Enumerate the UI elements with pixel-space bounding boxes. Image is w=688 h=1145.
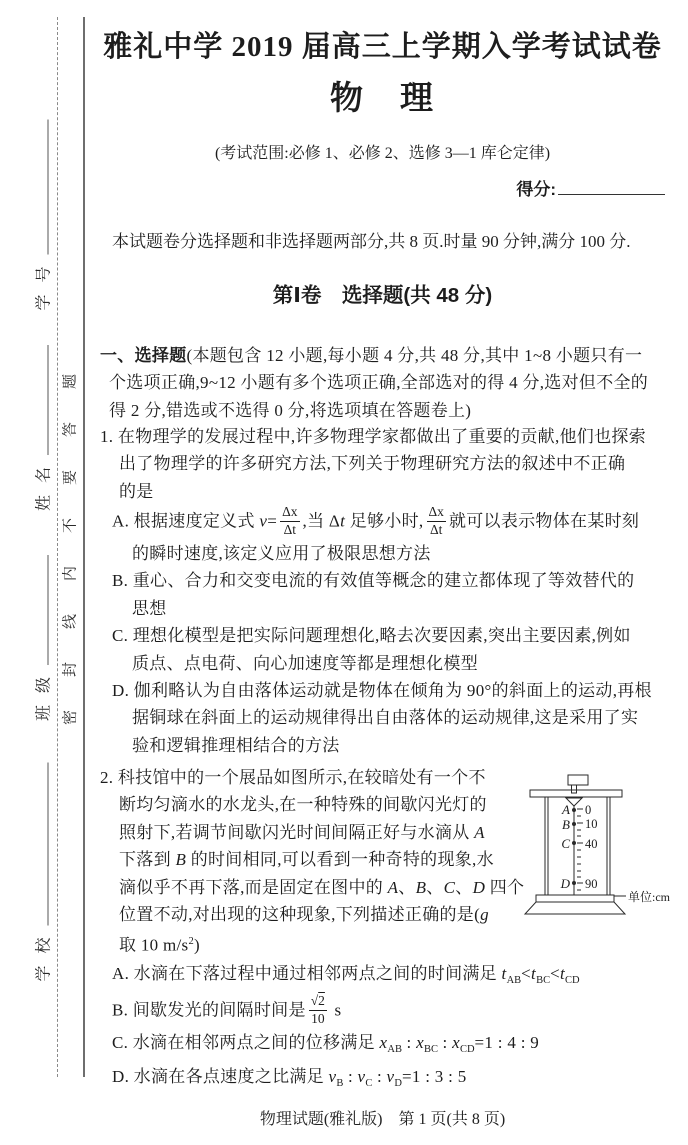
subject-title: 物 理	[330, 79, 435, 116]
student-id-blank	[45, 119, 49, 254]
section-note	[100, 342, 665, 424]
page-footer: 物理试题(雅礼版) 第 1 页(共 8 页)	[259, 1111, 506, 1128]
point-label-D: D	[560, 876, 570, 891]
drop-B	[572, 822, 576, 826]
text-line: C. 理想化模型是把实际问题理想化,略去次要因素,突出主要因素,例如	[112, 626, 631, 646]
ruler-value-90: 90	[585, 877, 598, 891]
text-line: 取 10 $m/s^2$)	[119, 936, 200, 956]
score-blank	[558, 191, 665, 195]
text-line: 据铜球在斜面上的运动规律得出自由落体的运动规律,这是采用了实	[132, 708, 639, 728]
base-plate	[536, 895, 614, 902]
text-line: 验和逻辑推理相结合的方法	[132, 735, 340, 755]
text-line: 位置不动,对出现的这种现象,下列描述正确的是(g	[119, 905, 489, 925]
seal-solid-line	[83, 17, 85, 1077]
ruler-value-0: 0	[585, 803, 592, 817]
text-line: A. 根据速度定义式 v= $\frac{\Delta x}{\Delta t}$ ,当 Δt 足够小时, $\frac{\Delta x}{\Delta t}$ 就可以表示物体在某时刻	[112, 504, 640, 538]
text-line: 的瞬时速度,该定义应用了极限思想方法	[132, 543, 431, 563]
question-1	[100, 423, 665, 759]
point-label-B: B	[562, 817, 570, 832]
drop-C	[572, 841, 576, 845]
class-label: 班级	[35, 664, 53, 722]
text-line: 1. 在物理学的发展过程中,许多物理学家都做出了重要的贡献,他们也探索	[100, 427, 646, 446]
text-line: 照射下,若调节间歇闪光时间间隔正好与水滴从 A	[119, 822, 485, 842]
student-name-blank	[45, 345, 49, 455]
exam-title: 雅礼中学 2019 届高三上学期入学考试试卷	[103, 31, 662, 63]
right-post	[607, 797, 610, 895]
text-line: B. 重心、合力和交变电流的有效值等概念的建立都体现了等效替代的	[112, 571, 635, 591]
text-line: A. 水滴在下落过程中通过相邻两点之间的时间满足 $t_{AB}<t_{BC}<t_{CD}$	[112, 963, 580, 986]
school-label: 学校	[35, 925, 53, 982]
text-line: 得 2 分,错选或不选得 0 分,将选项填在答题卷上)	[109, 400, 472, 420]
exam-scope: (考试范围:必修 1、必修 2、选修 3—1 库仑定律)	[214, 145, 551, 162]
drop-A	[572, 808, 576, 812]
score-row	[100, 175, 665, 200]
seal-line-text: 密封线内不要答题	[62, 340, 79, 726]
score-label: 得分:	[516, 180, 556, 199]
text-line: 断均匀滴水的水龙头,在一种特殊的间歇闪光灯的	[119, 795, 487, 815]
student-id-field	[31, 119, 54, 310]
section-1-heading: 第Ⅰ卷 选择题(共 48 分)	[272, 284, 493, 307]
left-post	[545, 797, 548, 895]
text-line: 出了物理学的许多研究方法,下列关于物理研究方法的叙述中不正确	[119, 454, 626, 474]
class-field	[31, 555, 54, 721]
text-line: 下落到 B 的时间相同,可以看到一种奇特的现象,水	[119, 850, 494, 870]
text-line: 个选项正确,9~12 小题有多个选项正确,全部选对的得 4 分,选对但不全的	[109, 373, 649, 393]
class-blank	[45, 555, 49, 665]
text-line: C. 水滴在相邻两点之间的位移满足 $x_{AB}$ : $x_{BC}$ : $x_{CD}=1$ : 4 : 9	[112, 1032, 540, 1055]
student-name-label: 姓名	[35, 454, 53, 512]
dripping-faucet-figure	[522, 772, 688, 934]
base-foot	[525, 902, 625, 914]
text-line: 一、选择题(本题包含 12 小题,每小题 4 分,共 48 分,其中 1~8 小题只有一	[100, 346, 643, 365]
text-line: D. 伽利略认为自由落体运动就是物体在倾角为 90°的斜面上的运动,再根	[112, 681, 652, 700]
text-line: 思想	[132, 598, 167, 618]
faucet-stem	[572, 785, 577, 793]
ruler-value-40: 40	[585, 837, 598, 851]
text-line: B. 间歇发光的间隔时间是 $\frac{√2}{10}$ s	[112, 992, 342, 1026]
point-label-A: A	[562, 802, 570, 817]
faucet-handle	[568, 775, 588, 785]
school-field	[31, 762, 54, 981]
text-line: 的是	[119, 481, 154, 501]
text-line: 质点、点电荷、向心加速度等都是理想化模型	[132, 653, 478, 673]
text-line: 滴似乎不再下落,而是固定在图中的 A、B、C、D 四个	[119, 877, 525, 897]
student-id-label: 学号	[35, 254, 53, 311]
ruler-value-10: 10	[585, 817, 598, 831]
unit-label: 单位:cm	[628, 890, 670, 904]
student-name-field	[31, 345, 54, 511]
exam-intro: 本试题卷分选择题和非选择题两部分,共 8 页.时量 90 分钟,满分 100 分.	[112, 232, 631, 251]
drop-D	[572, 881, 576, 885]
text-line: 2. 科技馆中的一个展品如图所示,在较暗处有一个不	[100, 768, 486, 787]
point-label-C: C	[561, 836, 570, 851]
school-blank	[45, 762, 49, 925]
text-line: D. 水滴在各点速度之比满足 $v_B$ : $v_C$ : $v_D=1$ : 3 : 5	[112, 1067, 467, 1090]
